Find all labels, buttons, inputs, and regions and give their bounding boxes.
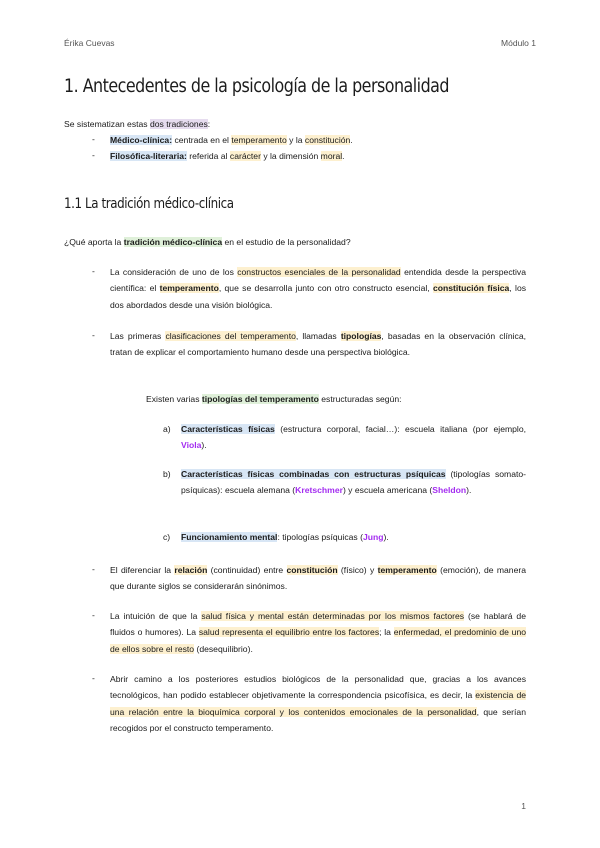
author-kretschmer: Kretschmer xyxy=(295,485,343,496)
bullet-dash: - xyxy=(92,564,95,574)
bullet-dash: - xyxy=(92,266,95,276)
intro-bullet-filosofica: Filosófica-literaria: referida al carácter y la dimensión moral. xyxy=(110,151,345,161)
section-title: 1.1 La tradición médico-clínica xyxy=(64,196,234,212)
page-title: 1. Antecedentes de la psicología de la personalidad xyxy=(64,76,449,97)
list-marker-b: b) xyxy=(163,469,171,479)
page-number: 1 xyxy=(521,801,526,811)
highlight-dos-tradiciones: dos tradiciones xyxy=(149,119,208,129)
list-marker-a: a) xyxy=(163,424,171,434)
bullet-dash: - xyxy=(92,150,95,160)
author-sheldon: Sheldon xyxy=(432,485,467,496)
item-salud: La intuición de que la salud física y mental están determinadas por los mismos factores (se hablará de fluidos o humores). La salud representa el equilibrio entre los factores; la enfermedad, el predominio de uno de ellos sobre el resto (desequilibrio). xyxy=(110,611,526,654)
item-estudios-biologicos: Abrir camino a los posteriores estudios biológicos de la personalidad que, gracias a los avances tecnológicos, han podido establecer objetivamente la correspondencia psicofísica, es decir, la existencia de una relación entre la bioquímica corporal y los contenidos emocionales de la personalidad, que serían recogidos por el constructo temperamento. xyxy=(110,674,526,733)
bullet-dash: - xyxy=(92,610,95,620)
section-question: ¿Qué aporta la tradición médico-clínica en el estudio de la personalidad? xyxy=(64,237,351,247)
item-clasificaciones: Las primeras clasificaciones del temperamento, llamadas tipologías, basadas en la observación clínica, tratan de explicar el comportamiento humano desde una perspectiva biológica. xyxy=(110,331,526,358)
typology-b: Características físicas combinadas con estructuras psíquicas (tipologías somato-psíquicas): escuela alemana (Kretschmer) y escuela americana (Sheldon). xyxy=(181,469,526,496)
author-viola: Viola xyxy=(181,440,202,451)
list-marker-c: c) xyxy=(163,532,171,542)
author-jung: Jung xyxy=(362,532,384,542)
typology-a: Características físicas (estructura corporal, facial…): escuela italiana (por ejemplo, Viola). xyxy=(181,424,526,451)
header-author: Érika Cuevas xyxy=(64,38,115,48)
item-relacion: El diferenciar la relación (continuidad) entre constitución (físico) y temperamento (emoción), de manera que durante siglos se considerarán sinónimos. xyxy=(110,565,526,592)
typology-c: Funcionamiento mental: tipologías psíquicas (Jung). xyxy=(181,532,389,542)
bullet-dash: - xyxy=(92,330,95,340)
typologies-lead: Existen varias tipologías del temperamento estructuradas según: xyxy=(146,394,402,404)
intro-lead: Se sistematizan estas dos tradiciones: xyxy=(64,119,211,129)
intro-bullet-medico: Médico-clínica: centrada en el temperamento y la constitución. xyxy=(110,135,353,145)
header-module: Módulo 1 xyxy=(501,38,536,48)
item-constructos: La consideración de uno de los constructos esenciales de la personalidad entendida desde la perspectiva científica: el temperamento, que se desarrolla junto con otro constructo esencial, constitución física, los dos abordados desde una visión biológica. xyxy=(110,267,527,310)
bullet-dash: - xyxy=(92,673,95,683)
bullet-dash: - xyxy=(92,134,95,144)
